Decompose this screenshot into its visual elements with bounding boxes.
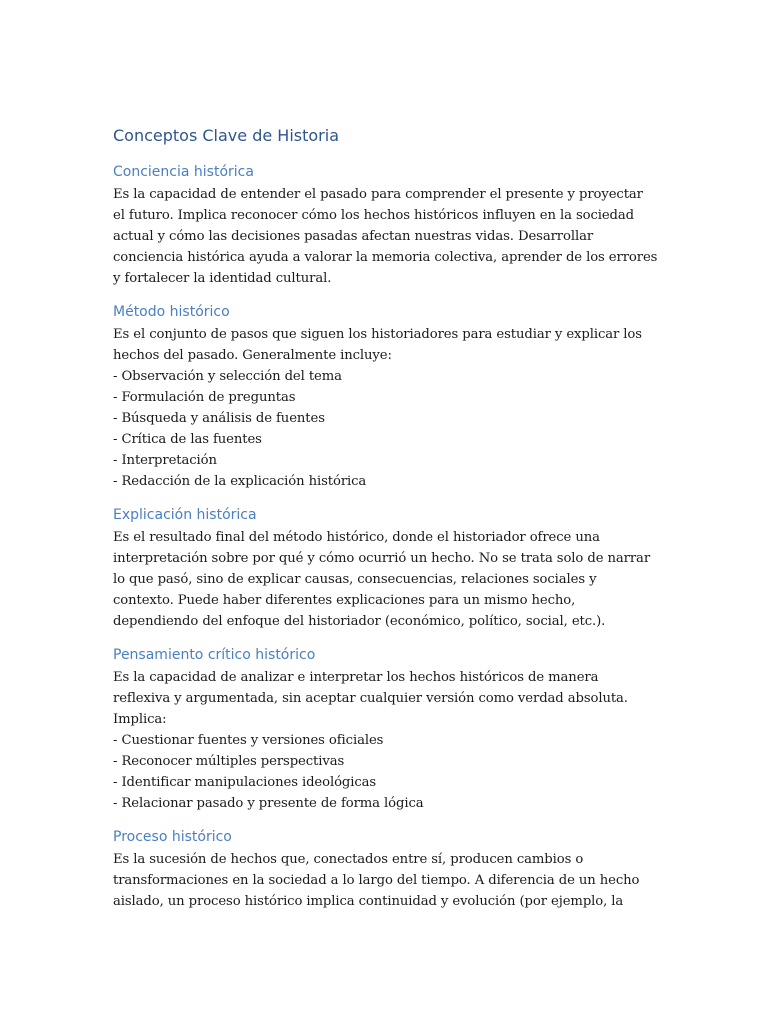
list-item: - Observación y selección del tema [113,369,342,384]
section-heading: Método histórico [113,304,230,320]
list-item: - Reconocer múltiples perspectivas [113,754,345,769]
section-heading: Conciencia histórica [113,164,254,180]
document-title: Conceptos Clave de Historia [113,126,339,145]
list-item: - Crítica de las fuentes [113,432,262,447]
list-item: - Búsqueda y análisis de fuentes [113,411,325,426]
section-paragraph: Es el conjunto de pasos que siguen los historiadores para estudiar y explicar los hechos del pasado. Generalmente incluye: [113,327,642,363]
section-explicacion-historica [113,505,658,632]
list-item: - Formulación de preguntas [113,390,296,405]
section-paragraph: Es la sucesión de hechos que, conectados entre sí, producen cambios o transformaciones en la sociedad a lo largo del tiempo. A diferencia de un hecho aislado, un proceso histórico implica continuidad y evolución (por ejemplo, la [113,852,640,909]
section-heading: Proceso histórico [113,829,232,845]
section-heading: Pensamiento crítico histórico [113,647,316,663]
section-pensamiento-critico [113,645,658,814]
section-proceso-historico [113,827,658,912]
list-item: - Redacción de la explicación histórica [113,474,367,489]
section-heading: Explicación histórica [113,507,257,523]
list-item: - Cuestionar fuentes y versiones oficiales [113,733,384,748]
document-page [113,124,658,925]
section-paragraph: Es la capacidad de entender el pasado para comprender el presente y proyectar el futuro. Implica reconocer cómo los hechos históricos influyen en la sociedad actual y cómo las decisiones pasadas afectan nuestras vidas. Desarrollar conciencia histórica ayuda a valorar la memoria colectiva, aprender de los errores y fortalecer la identidad cultural. [113,187,658,286]
section-paragraph: Es el resultado final del método histórico, donde el historiador ofrece una interpretación sobre por qué y cómo ocurrió un hecho. No se trata solo de narrar lo que pasó, sino de explicar causas, consecuencias, relaciones sociales y contexto. Puede haber diferentes explicaciones para un mismo hecho, dependiendo del enfoque del historiador (económico, político, social, etc.). [113,530,651,629]
section-metodo-historico [113,302,658,492]
list-item: - Relacionar pasado y presente de forma lógica [113,796,424,811]
list-item: - Identificar manipulaciones ideológicas [113,775,377,790]
section-conciencia-historica [113,162,658,289]
list-item: - Interpretación [113,453,217,468]
section-paragraph: Es la capacidad de analizar e interpretar los hechos históricos de manera reflexiva y argumentada, sin aceptar cualquier versión como verdad absoluta. Implica: [113,670,628,727]
